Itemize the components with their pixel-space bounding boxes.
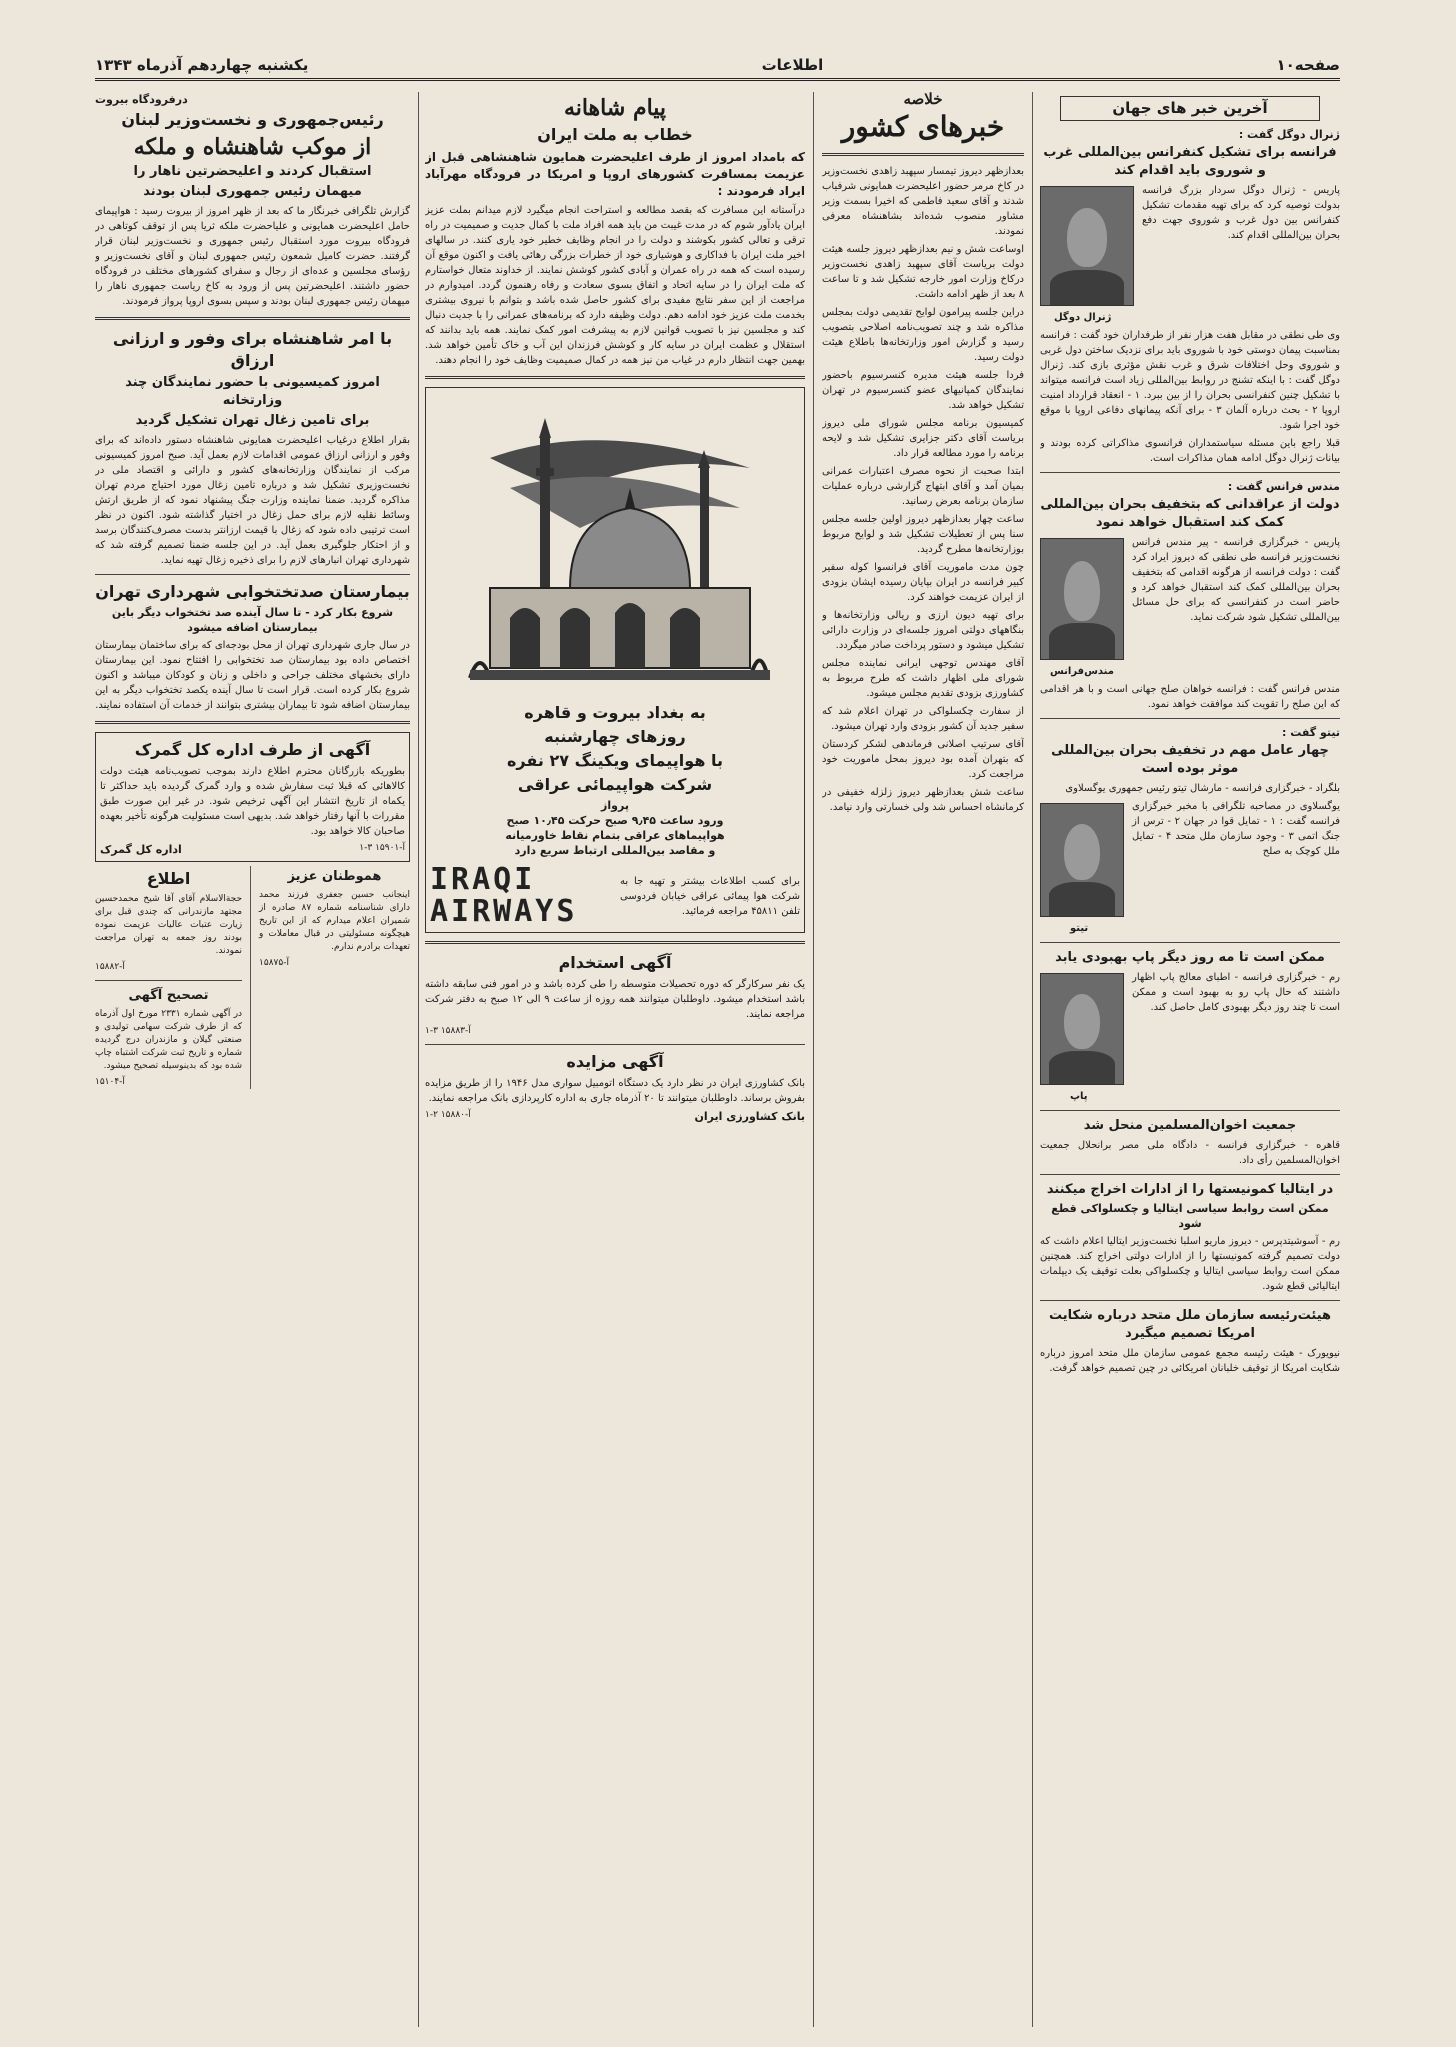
auction-ad-headline: آگهی مزایده bbox=[566, 1052, 664, 1071]
hospital-subheadline: شروع بکار کرد - تا سال آینده صد تختخواب دیگر باین بیمارستان اضافه میشود bbox=[111, 606, 394, 634]
domestic-headline: خبرهای کشور bbox=[841, 110, 1005, 143]
list-item: کمیسیون برنامه مجلس شورای ملی دیروز بریاست آقای دکتر جزایری تشکیل شد و لایحه برنامه را مورد مطالعه قرار داد. bbox=[822, 418, 1024, 459]
customs-ad-signature: اداره کل گمرک bbox=[100, 843, 182, 856]
ettela-body: حجة‌الاسلام آقای آقا شیخ محمدحسین مجتهد مازندرانی که چندی قبل برای زیارت عتبات عالیات عزیمت نموده بودند روز جمعه به تهران مراجعت نمودند. bbox=[95, 894, 243, 956]
list-item: آقای مهندس توجهی ایرانی نماینده مجلس شورای ملی اظهار داشت که طرح مربوط به کشاورزی بزودی تقدیم مجلس میشود. bbox=[822, 658, 1024, 699]
rationing-sub1: امروز کمیسیونی با حضور نمایندگان چند وزارتخانه bbox=[125, 375, 380, 408]
auction-ad-ref: آ-۱۵۸۸۰ ۲-۱ bbox=[425, 1110, 471, 1120]
list-item: چون مدت ماموریت آقای فرانسوا کوله سفیر کبیر فرانسه در ایران بپایان رسیده ایشان بزودی از ایران عزیمت خواهند کرد. bbox=[822, 562, 1024, 603]
royal-message-column bbox=[425, 92, 805, 2027]
list-item: ساعت شش بعدازظهر دیروز زلزله خفیفی در کرمانشاه احساس شد ولی خسارتی وارد نیامد. bbox=[822, 787, 1024, 813]
beirut-story: گزارش تلگرافی خبرنگار ما که بعد از ظهر امروز از بیروت رسید : هواپیمای حامل اعلیحضرت همایونی و علیاحضرت ملکه ثریا پس از توقف کوتاهی در فرودگاه بیروت مورد استقبال رئیس جمهوری و نخست‌وزیر لبنان قرار گرفتند. حضرت کامیل شمعون رئیس جمهوری لبنان و آقای نخست‌وزیر و رؤسای مجلسین و عده‌ای از رجال و سفرای کشورهای مختلف در فرودگاه حضور داشتند. اعلیحضرتین پس از ورود به کاخ ریاست جمهوری ناهار را میهمان رئیس جمهوری لبنان بودند و سپس بسوی اروپا پرواز فرمودند. bbox=[95, 206, 410, 307]
beirut-kicker: درفرودگاه بیروت bbox=[95, 93, 188, 106]
beirut-headline-4: میهمان رئیس جمهوری لبنان بودند bbox=[143, 184, 362, 199]
beirut-headline-2: از موکب شاهنشاه و ملکه bbox=[133, 134, 372, 160]
beirut-headline-1: رئیس‌جمهوری و نخست‌وزیر لبنان bbox=[121, 110, 384, 129]
list-item: ساعت چهار بعدازظهر دیروز اولین جلسه مجلس سنا پس از تعطیلات تشکیل شد و لوایح مربوط بوزارتخانه‌ها مطرح گردید. bbox=[822, 514, 1024, 555]
hospital-body: در سال جاری شهرداری تهران از محل بودجه‌ای که برای ساختمان بیمارستان اختصاص داده بود بیمارستان صد تختخوابی را افتتاح نمود. این بیمارستان دارای بخشهای مختلف جراحی و داخلی و زنان و کودکان میباشد و اکنون شروع بکار کرده است. قرار است تا سال آینده یکصد تختخواب دیگر به این بیمارستان اضافه شود تا بیماران بیشتری بتوانند از خدمات آن استفاده نمایند. bbox=[95, 640, 410, 711]
rationing-body: بقرار اطلاع درغیاب اعلیحضرت همایونی شاهنشاه دستور داده‌اند که برای وفور و ارزانی ارزاق عمومی اقدامات لازم بعمل آید. صبح امروز کمیسیونی مرکب از نمایندگان وزارتخانه‌های کشور و دارائی و اقتصاد ملی در نخست‌وزیری تشکیل شد و درباره تامین زغال مورد احتیاج مردم تهران مذاکره گردید. ضمنا نماینده وزارت جنگ پیشنهاد نمود که از طریق ارتش وسائط نقلیه لازم برای حمل زغال در اختیار گذاشته شود. اکنون در نظر است ترتیبی داده شود که زغال با قیمت ارزانتر بدست مصرف‌کنندگان برسد و از احتکار جلوگیری بعمل آید. در این جلسه ضمنا تصمیم گرفته شد که شهرداری تهران انبارهای لازم را برای ذخیره زغال تهیه نماید. bbox=[95, 435, 410, 566]
list-item: آقای سرتیپ اصلانی فرماندهی لشکر کردستان که بتهران آمده بود دیروز بمحل ماموریت خود مراجعت کرد. bbox=[822, 739, 1024, 780]
france-headline: دولت از عراقدانی که بتخفیف بحران بین‌المللی کمک کند استقبال خواهد نمود bbox=[1040, 497, 1340, 530]
royal-message-intro: که بامداد امروز از طرف اعلیحضرت همایون شاهنشاهی قبل از عزیمت بمسافرت کشورهای اروپا و امریکا در فرودگاه مهرآباد ایراد فرمودند : bbox=[425, 150, 805, 198]
hire-ad-body: یک نفر سرکارگر که دوره تحصیلات متوسطه را طی کرده باشد و در امور فنی سابقه داشته باشد استخدام میشود. داوطلبان میتوانند همه روزه از ساعت ۹ الی ۱۲ صبح به دفتر شرکت مراجعه نمایند. bbox=[425, 979, 805, 1020]
correction-headline: تصحیح آگهی bbox=[128, 988, 209, 1003]
masthead bbox=[95, 52, 1340, 81]
hire-ad-ref: آ-۱۵۸۸۳ ۳-۱ bbox=[425, 1026, 471, 1036]
gaulle-tail: قبلا راجع باین مسئله سیاستمداران فرانسوی مذاکراتی کرده بودند و بیانات ژنرال دوگل ادامه همان مذاکرات است. bbox=[1040, 438, 1340, 464]
world-news-column bbox=[1040, 92, 1340, 2027]
tito-kicker: تیتو گفت : bbox=[1281, 726, 1340, 739]
issue-date: یکشنبه چهاردهم آذرماه ۱۳۴۳ bbox=[95, 56, 309, 74]
un-body: نیویورک - هیئت رئیسه مجمع عمومی سازمان ملل متحد امروز درباره شکایت امریکا از توقیف خلبانان امریکائی در چین تصمیم خواهد گرفت. bbox=[1040, 1348, 1340, 1374]
ad-company: شرکت هواپیمائی عراقی bbox=[517, 775, 713, 794]
compatriots-body: اینجانب حسین جعفری فرزند محمد دارای شناسنامه شماره ۸۷ صادره از شمیران اعلام میدارم که از این تاریخ هیچگونه مسئولیتی در قبال معاملات و تعهدات برادرم ندارم. bbox=[259, 890, 410, 952]
beirut-column bbox=[95, 92, 410, 2027]
column-rule bbox=[813, 92, 814, 2027]
pope-body: رم - خبرگزاری فرانسه - اطبای معالج پاپ اظهار داشتند که حال پاپ رو به بهبود است و ممکن است تا چند روز دیگر بهبودی کامل حاصل کند. bbox=[1132, 972, 1340, 1013]
ettela-headline: اطلاع bbox=[146, 869, 191, 888]
italy-body: رم - آسوشیتدپرس - دیروز ماریو اسلبا نخست‌وزیر ایتالیا اعلام داشت که دولت تصمیم گرفته کمونیستها را از ادارات دولتی اخراج کند. همچنین ممکن است روابط سیاسی ایتالیا و چکسلواکی بعلت توقیف یک دیپلمات ایتالیائی قطع شود. bbox=[1040, 1236, 1340, 1292]
france-body: پاریس - خبرگزاری فرانسه - پیر مندس فرانس نخست‌وزیر فرانسه طی نطقی که دیروز ایراد کرد گفت : دولت فرانسه از هرگونه اقدامی که بتخفیف بحران بین‌المللی کمک کند استقبال خواهد کرد و حاضر است در کنفرانسی که برای حل مسائل بین‌المللی تشکیل شود شرکت نماید. bbox=[1132, 537, 1340, 623]
ikhwan-headline: جمعیت اخوان‌المسلمین منحل شد bbox=[1083, 1118, 1297, 1133]
list-item: از سفارت چکسلواکی در تهران اعلام شد که سفیر جدید آن کشور بزودی وارد تهران میشود. bbox=[822, 706, 1024, 732]
list-item: ابتدا صحبت از نحوه مصرف اعتبارات عمرانی بمیان آمد و آقای ابتهاج گزارشی درباره عملیات سازمان برنامه بعرض رسانید. bbox=[822, 466, 1024, 507]
ad-aircraft: با هواپیمای ویکینگ ۲۷ نفره bbox=[506, 751, 723, 770]
ad-flight-label: پرواز bbox=[601, 799, 629, 812]
italy-headline: در ایتالیا کمونیستها را از ادارات اخراج میکنند bbox=[1046, 1182, 1334, 1197]
gaulle-lead: پاریس - ژنرال دوگل سردار بزرگ فرانسه بدولت توصیه کرد که برای تهیه مقدمات تشکیل کنفرانس بین دول غرب و شوروی جهت دفع بحران بین‌المللی اقدام کند. bbox=[1142, 185, 1340, 241]
mosque-illustration bbox=[450, 398, 780, 698]
ad-line6: و مقاصد بین‌المللی ارتباط سریع دارد bbox=[514, 844, 716, 857]
iraqi-airways-logo: IRAQI AIRWAYS bbox=[430, 862, 578, 929]
ad-flight-times: ورود ساعت ۹٫۴۵ صبح حرکت ۱۰٫۴۵ صبح bbox=[506, 814, 724, 827]
customs-ad bbox=[95, 732, 410, 862]
page-number: صفحه۱۰ bbox=[1276, 56, 1340, 74]
customs-ad-body: بطوریکه بازرگانان محترم اطلاع دارند بموجب تصویب‌نامه هیئت دولت کالاهائی که قبلا ثبت سفارش شده و وارد گمرک گردیده باید حداکثر تا یکماه از تاریخ انتشار این آگهی ترخیص شود. در غیر این صورت طبق مقررات با آنها رفتار خواهد شد. بدیهی است مسئولیت هرگونه تأخیر بعهده صاحبان کالا خواهد بود. bbox=[100, 766, 405, 837]
domestic-news-column bbox=[822, 92, 1024, 2027]
auction-ad-signature: بانک کشاورزی ایران bbox=[694, 1110, 805, 1123]
mendes-france-caption: مندس‌فرانس bbox=[1050, 666, 1114, 677]
royal-message-headline: پیام شاهانه bbox=[563, 95, 667, 121]
list-item: برای تهیه دیون ارزی و ریالی وزارتخانه‌ها و بنگاههای دولتی امروز جلسه‌ای در وزارت دارائی تشکیل میشود و دستور پرداخت صادر میگردد. bbox=[822, 610, 1024, 651]
latest-world-news-box: آخرین خبر های جهان bbox=[1060, 96, 1320, 121]
gaulle-body: وی طی نطقی در مقابل هفت هزار نفر از طرفداران خود گفت : فرانسه بمناسبت پیمان دوستی خود با شوروی باید برای نزدیک ساختن دول غربی و شوروی وحل اختلافات شرق و غرب نقش مؤثری بازی کند. ژنرال دوگل گفت : با اینکه تشنج در روابط بین‌المللی زیاد است فرانسه میتواند با تشکیل چنین کنفرانسی بحران را از بین ببرد. ۱ - انعقاد قرارداد امنیت اروپا ۲ - بحث درباره آلمان ۳ - برای آنکه پیمانهای دفاعی اروپا با موقع خود اجرا شود. bbox=[1040, 330, 1340, 431]
tito-headline: چهار عامل مهم در تخفیف بحران بین‌المللی موثر بوده است bbox=[1051, 743, 1329, 776]
ad-days: روزهای چهارشنبه bbox=[544, 727, 686, 746]
ad-contact: برای کسب اطلاعات بیشتر و تهیه جا به شرکت هوا پیمائی عراقی خیابان فردوسی تلفن ۴۵۸۱۱ مراجعه فرمائید. bbox=[620, 875, 800, 917]
customs-ad-headline: آگهی از طرف اداره کل گمرک bbox=[134, 740, 371, 759]
gaulle-photo bbox=[1040, 186, 1134, 306]
rationing-sub2: برای تامین زغال تهران تشکیل گردید bbox=[135, 413, 370, 428]
france-tail: مندس فرانس گفت : فرانسه خواهان صلح جهانی است و با هر اقدامی که این صلح را تقویت کند موافقت خواهد نمود. bbox=[1040, 684, 1340, 710]
royal-message-subheadline: خطاب به ملت ایران bbox=[537, 125, 693, 144]
hire-ad-headline: آگهی استخدام bbox=[558, 953, 672, 972]
pope-caption: پاپ bbox=[1070, 1091, 1088, 1102]
list-item: بعدازظهر دیروز تیمسار سپهبد زاهدی نخست‌وزیر در کاخ مرمر حضور اعلیحضرت همایونی شرفیاب شدند و آقای سعید فاطمی که اخیرا بسمت وزیر مشاور منصوب شده‌اند بشاهنشاه معرفی نمودند. bbox=[822, 166, 1024, 237]
hospital-headline: بیمارستان صدتختخوابی شهرداری تهران bbox=[95, 582, 410, 601]
pope-photo bbox=[1040, 973, 1124, 1085]
ettela-notice bbox=[95, 866, 242, 1089]
customs-ad-ref: آ-۱۵۹۰۱ ۳-۱ bbox=[359, 843, 405, 853]
compatriots-ref: آ-۱۵۸۷۵ bbox=[259, 958, 289, 968]
column-rule bbox=[1032, 92, 1033, 2027]
tito-lead: بلگراد - خبرگزاری فرانسه - مارشال تیتو رئیس جمهوری یوگسلاوی bbox=[1065, 783, 1340, 794]
list-item: فردا جلسه هیئت مدیره کنسرسیوم باحضور نمایندگان کمپانیهای عضو کنسرسیوم در تهران تشکیل خواهد شد. bbox=[822, 370, 1024, 411]
gaulle-caption: ژنرال دوگل bbox=[1054, 312, 1112, 323]
gaulle-headline: فرانسه برای تشکیل کنفرانس بین‌المللی غرب و شوروی باید اقدام کند bbox=[1043, 145, 1337, 178]
royal-message-body: درآستانه این مسافرت که بقصد مطالعه و استراحت انجام میگیرد لازم میدانم بملت عزیز ایران یادآور شوم که در مدت غیبت من باید همه افراد ملت با کمال جدیت و صمیمیت در راه ترقی و تعالی کشور بکوشند و دولت را در انجام وظایف خطیر خود یاری کنند. در سالهای اخیر ملت ایران با فداکاری و هوشیاری خود از خطرات بزرگی رهائی یافت و اکنون موقع آن رسیده است که همه در راه عمران و آبادی کشور کوشش نمایند. از خداوند متعال خواستارم که ملت ایران را در سایه اتحاد و اتفاق بسوی سعادت و رفاه رهنمون گردد. امیدوارم در مراجعت از این سفر نتایج مفیدی برای کشور حاصل شده باشد و بتوانم با نیروی بیشتری بخدمت ملت عزیز خود ادامه دهم. دولت وظیفه دارد که برنامه‌های عمرانی را با جدیت دنبال کند و مجلسین نیز با تصویب قوانین لازم به پیشرفت امور کمک نمایند. همه باید بدانند که استقلال و عظمت ایران در سایه کار و کوشش فرزندان این آب و خاک تأمین خواهد شد. بهمین جهت انتظار دارم در غیاب من نیز همه در کمال صمیمیت وظایف خود را انجام دهند. bbox=[425, 205, 805, 366]
ettela-ref: آ-۱۵۸۸۲ bbox=[95, 962, 125, 972]
correction-ref: آ-۱۵۱۰۴ bbox=[95, 1077, 125, 1087]
ad-destinations: به بغداد بیروت و قاهره bbox=[524, 703, 706, 722]
rationing-headline: با امر شاهنشاه برای وفور و ارزانی ارزاق bbox=[112, 329, 393, 370]
auction-ad-body: بانک کشاورزی ایران در نظر دارد یک دستگاه اتومبیل سواری مدل ۱۹۴۶ را از طریق مزایده بفروش برساند. داوطلبان میتوانند تا ۲۰ آذرماه جاری به اداره کارپردازی بانک مراجعه نمایند. bbox=[425, 1078, 805, 1104]
ikhwan-body: قاهره - خبرگزاری فرانسه - دادگاه ملی مصر برانحلال جمعیت اخوان‌المسلمین رأی داد. bbox=[1040, 1140, 1340, 1166]
compatriots-notice bbox=[259, 866, 410, 1089]
tito-caption: تیتو bbox=[1070, 923, 1089, 934]
tito-photo bbox=[1040, 803, 1124, 917]
ad-line5: هواپیماهای عراقی بتمام نقاط خاورمیانه bbox=[505, 829, 725, 842]
list-item: اوساعت شش و نیم بعدازظهر دیروز جلسه هیئت دولت بریاست آقای سپهبد زاهدی نخست‌وزیر درکاخ وزارت امور خارجه تشکیل شد و تا ساعت ۸ بعد از ظهر ادامه داشت. bbox=[822, 244, 1024, 300]
italy-subheadline: ممکن است روابط سیاسی ایتالیا و چکسلواکی قطع شود bbox=[1051, 1202, 1329, 1230]
un-headline: هیئت‌رئیسه سازمان ملل متحد درباره شکایت امریکا تصمیم میگیرد bbox=[1048, 1308, 1332, 1341]
compatriots-headline: هموطنان عزیز bbox=[287, 869, 382, 884]
mendes-france-photo bbox=[1040, 538, 1124, 660]
column-rule bbox=[418, 92, 419, 2027]
domestic-news-list bbox=[822, 164, 1024, 815]
pope-headline: ممکن است تا مه روز دیگر پاپ بهبودی یابد bbox=[1055, 950, 1325, 965]
domestic-kicker: خلاصه bbox=[903, 92, 943, 108]
beirut-headline-3: استقبال کردند و اعلیحضرتین ناهار را bbox=[133, 164, 372, 179]
gaulle-kicker: ژنرال دوگل گفت : bbox=[1238, 128, 1340, 141]
newspaper-name: اطلاعات bbox=[761, 56, 824, 74]
france-kicker: مندس فرانس گفت : bbox=[1227, 480, 1340, 493]
iraqi-airways-ad bbox=[425, 387, 805, 933]
correction-body: در آگهی شماره ۲۳۳۱ مورخ اول آذرماه که از طرف شرکت سهامی تولیدی و صنعتی گیلان و مازندران درج گردیده شماره و تاریخ ثبت شرکت اشتباه چاپ شده بود که بدینوسیله تصحیح میشود. bbox=[95, 1009, 243, 1071]
tito-body: یوگسلاوی در مصاحبه تلگرافی با مخبر خبرگزاری فرانسه گفت : ۱ - تمایل قوا در جهان ۲ - ترس از جنگ اتمی ۳ - وجود سازمان ملل متحد ۴ - تمایل ملل کوچک به صلح bbox=[1132, 801, 1340, 857]
list-item: دراین جلسه پیرامون لوایح تقدیمی دولت بمجلس مذاکره شد و چند تصویب‌نامه اصلاحی بتصویب رسید و گزارش امور وزارتخانه‌ها باطلاع هیئت دولت رسید. bbox=[822, 307, 1024, 363]
